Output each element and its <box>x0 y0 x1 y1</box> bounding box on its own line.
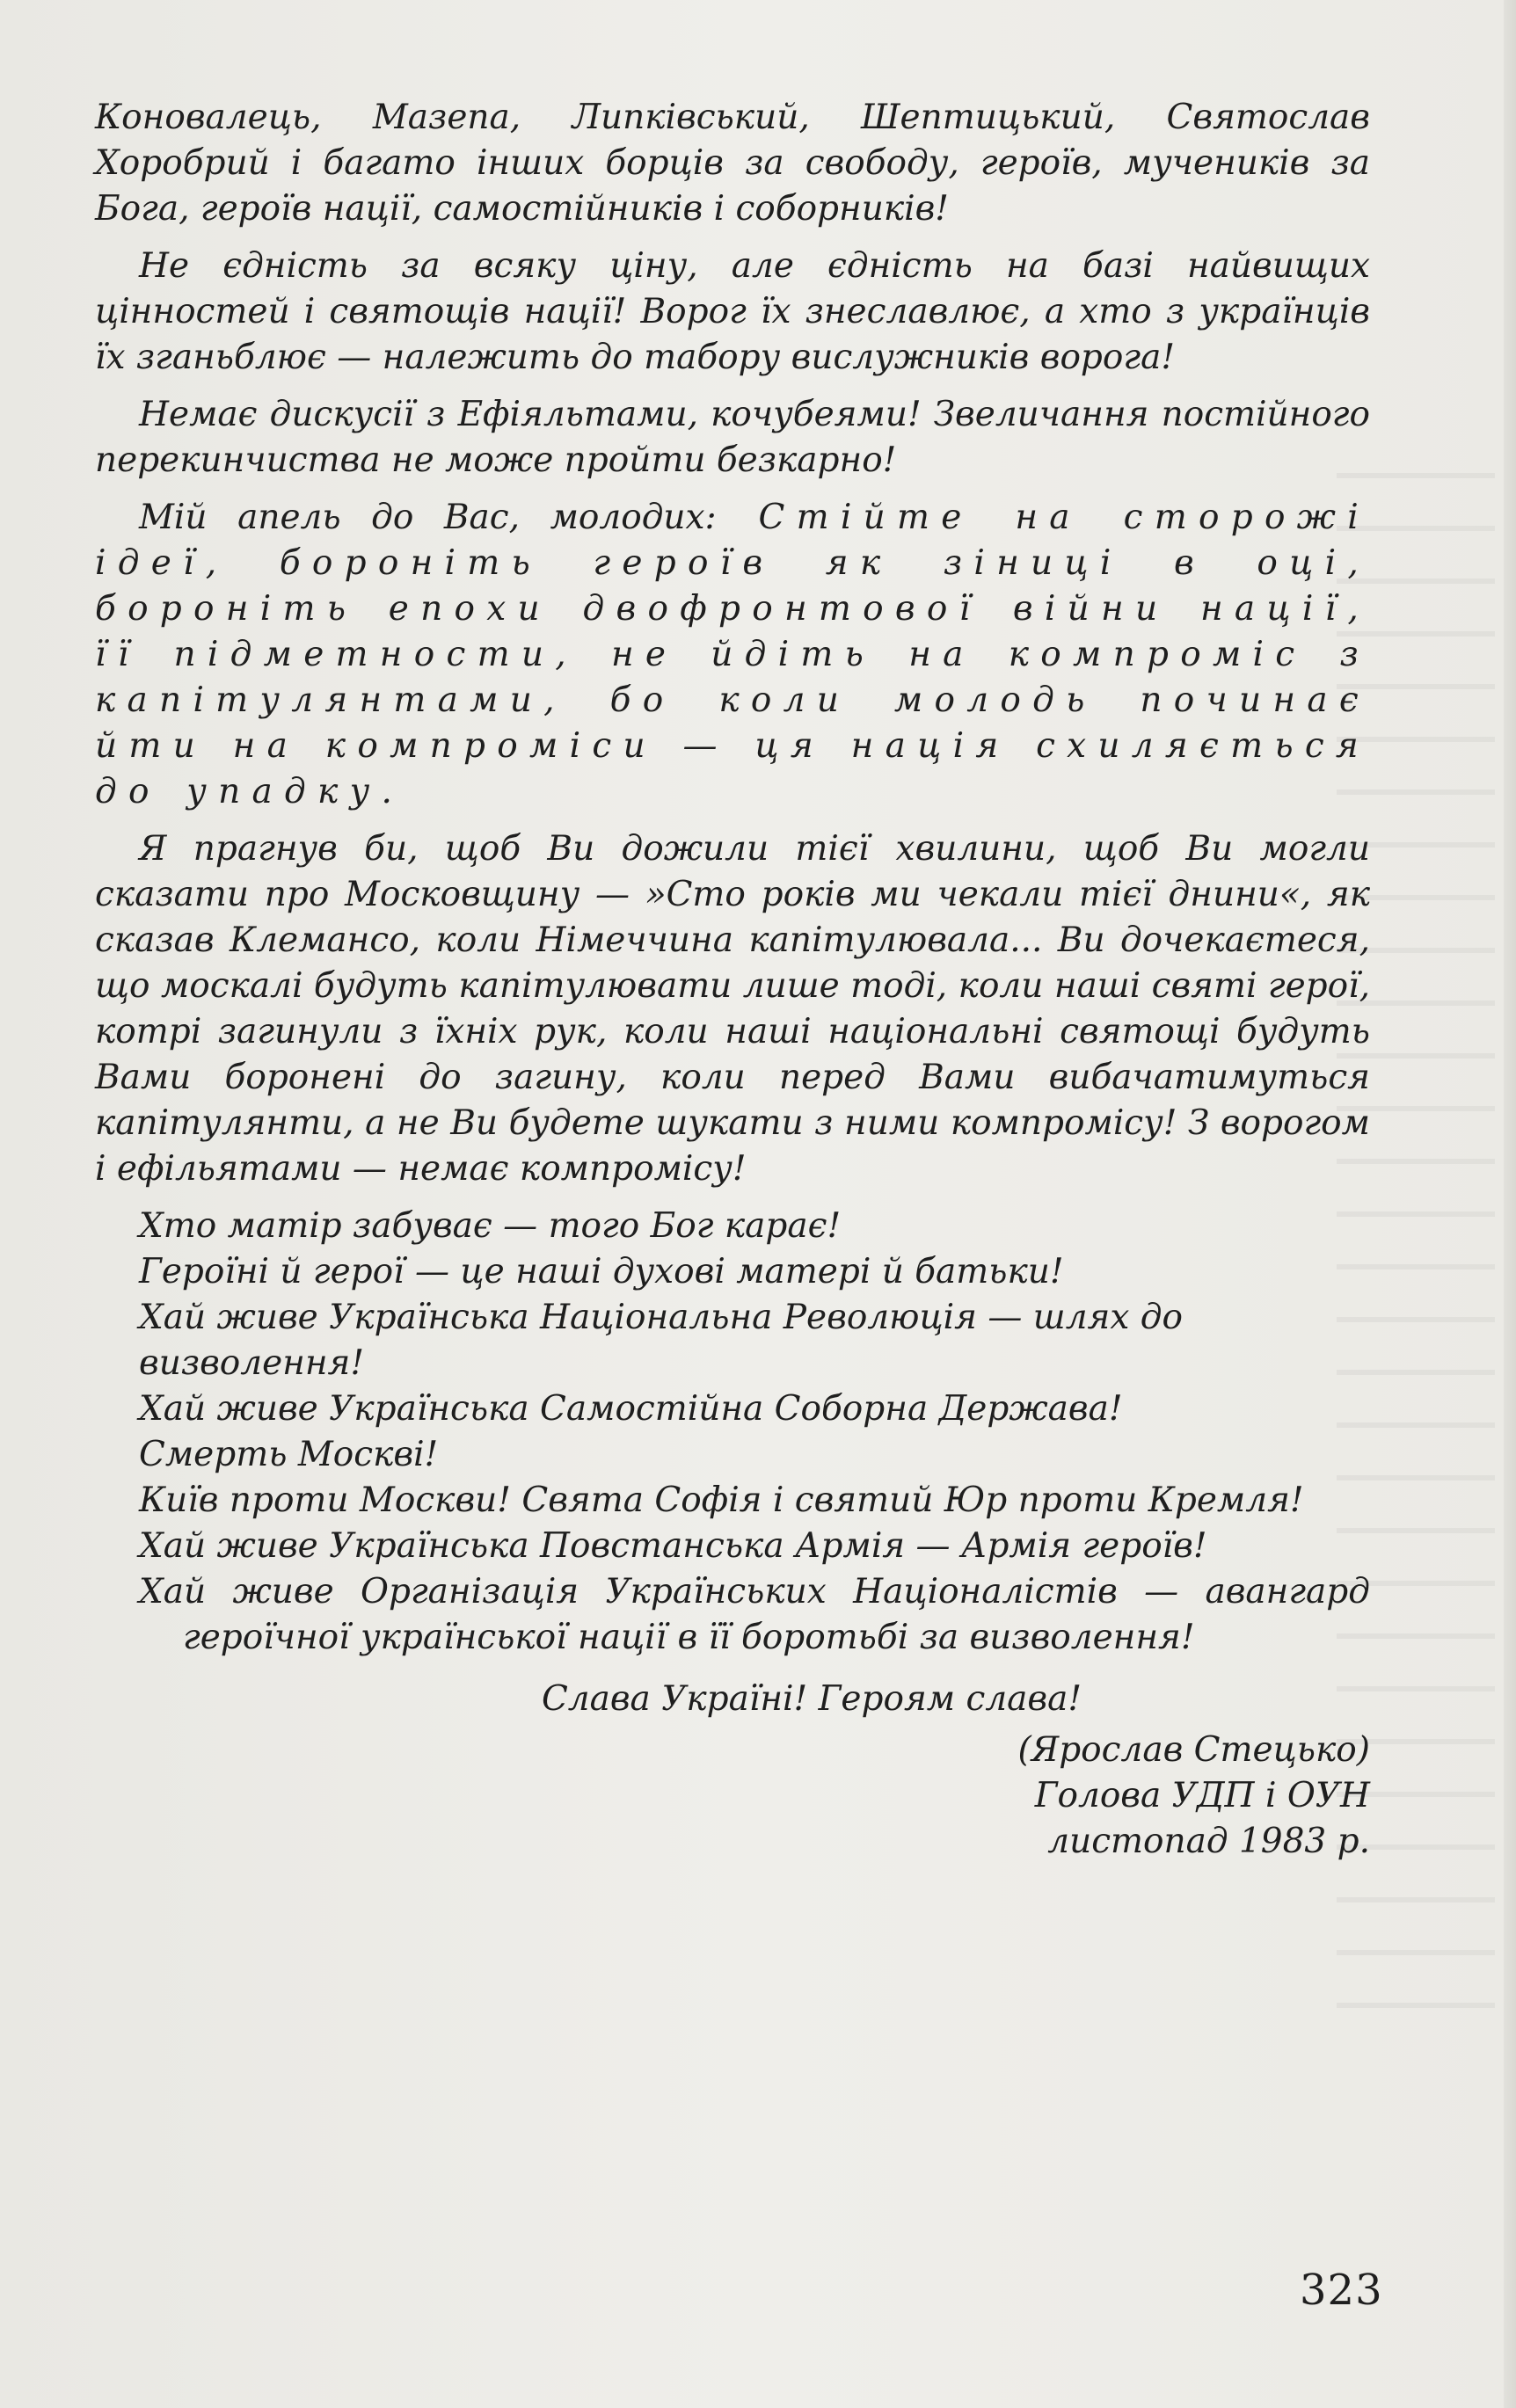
body-text <box>95 95 1370 1865</box>
slogan: Хай живе Організація Українських Націоналістів — авангард героїчної української нації в її боротьбі за визволення! <box>139 1572 1370 1657</box>
slogan: Хай живе Українська Національна Революція — шлях до визволення! <box>139 1298 1183 1383</box>
signature-date: листопад 1983 р. <box>1047 1822 1370 1861</box>
page-edge-shadow <box>1504 0 1516 2408</box>
slogan: Героїні й герої — це наші духові матері й батьки! <box>139 1252 1064 1291</box>
paragraph-moscow: Я прагнув би, щоб Ви дожили тієї хвилини, щоб Ви могли сказати про Московщину — »Сто років ми чекали тієї днини«, як сказав Клемансо, коли Німеччина капітулювала... Ви дочекаєтеся, що москалі будуть капітулювати лише тоді, коли наші святі герої, котрі загинули з їхніх рук, коли наші національні святощі будуть Вами боронені до загину, коли перед Вами вибачатимуться капітулянти, а не Ви будете шукати з ними компромісу! З ворогом і ефільятами — немає компромісу! <box>95 829 1370 1189</box>
slogan: Хто матір забуває — того Бог карає! <box>139 1206 842 1246</box>
appeal-spaced-text: Стійте на сторожі ідеї, бороніть героїв як зіниці в оці, бороніть епохи двофронтової війни нації, її підметности, не йдіть на компроміс з капітулянтами, бо коли молодь починає йти на компроміси — ця нація схиляється до упадку. <box>95 498 1371 811</box>
slogan: Хай живе Українська Самостійна Соборна Держава! <box>139 1389 1123 1429</box>
paragraph-appeal <box>95 495 1370 815</box>
paragraph-heroes: Коновалець, Мазепа, Липківський, Шептицький, Святослав Хоробрий і багато інших борців за свободу, героїв, мучеників за Бога, героїв нації, самостійників і соборників! <box>95 98 1370 229</box>
slogan: Хай живе Українська Повстанська Армія — Армія героїв! <box>139 1526 1207 1566</box>
signature-block <box>95 1728 1370 1865</box>
slogans-list <box>95 1204 1370 1661</box>
paragraph-no-discussion: Немає дискусії з Ефіяльтами, кочубеями! Звеличання постійного перекинчиства не може пройти безкарно! <box>95 395 1370 480</box>
slogan: Київ проти Москви! Свята Софія і святий Юр проти Кремля! <box>139 1480 1304 1520</box>
closing-salute: Слава Україні! Героям слава! <box>541 1679 1082 1719</box>
signature-name: (Ярослав Стецько) <box>1017 1730 1370 1770</box>
appeal-lead: Мій апель до Вас, молодих: <box>139 498 717 537</box>
page-number: 323 <box>1300 2266 1383 2315</box>
signature-title: Голова УДП і ОУН <box>1034 1776 1370 1815</box>
slogan: Смерть Москві! <box>139 1435 439 1474</box>
paragraph-unity: Не єдність за всяку ціну, але єдність на базі найвищих цінностей і святощів нації! Ворог їх знеславлює, а хто з українців їх зганьблює — належить до табору вислужників ворога! <box>95 246 1370 377</box>
